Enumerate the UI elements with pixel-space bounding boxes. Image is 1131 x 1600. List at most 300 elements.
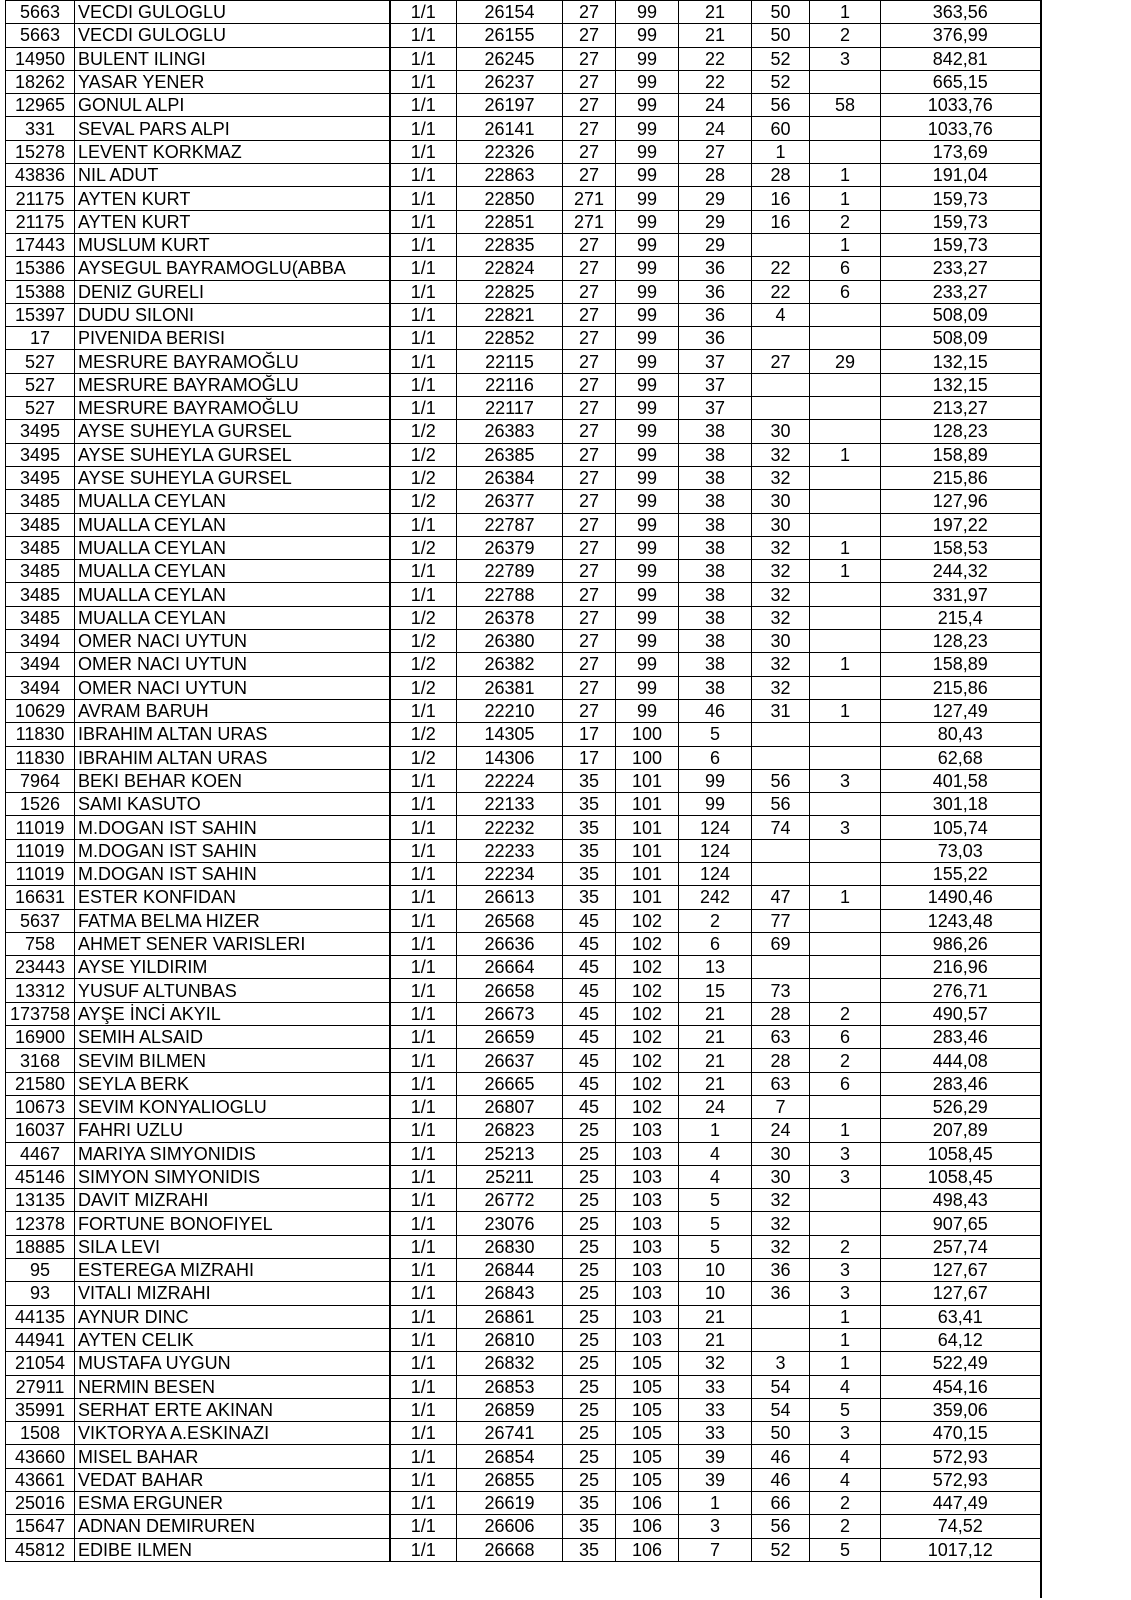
cell-col-d: 30 — [752, 1165, 810, 1188]
cell-col-a: 45 — [563, 1049, 616, 1072]
cell-owner-name: M.DOGAN IST SAHIN — [75, 839, 390, 862]
cell-col-e: 1 — [810, 233, 881, 256]
cell-col-d: 28 — [752, 1049, 810, 1072]
cell-col-a: 25 — [563, 1468, 616, 1491]
cell-share: 1/1 — [390, 886, 457, 909]
cell-col-c: 10 — [679, 1282, 752, 1305]
cell-col-a: 27 — [563, 47, 616, 70]
table-row — [6, 979, 1041, 1002]
cell-amount: 197,22 — [881, 513, 1041, 536]
cell-col-a: 27 — [563, 373, 616, 396]
cell-record-id: 4467 — [6, 1142, 75, 1165]
cell-col-e: 1 — [810, 164, 881, 187]
cell-col-b: 103 — [616, 1119, 679, 1142]
cell-record-id: 17443 — [6, 233, 75, 256]
cell-col-b: 99 — [616, 443, 679, 466]
cell-entry-number: 22115 — [457, 350, 563, 373]
cell-amount: 159,73 — [881, 233, 1041, 256]
cell-record-id: 527 — [6, 350, 75, 373]
cell-col-d: 77 — [752, 909, 810, 932]
cell-col-a: 27 — [563, 397, 616, 420]
cell-col-c: 46 — [679, 699, 752, 722]
cell-amount: 62,68 — [881, 746, 1041, 769]
cell-col-a: 35 — [563, 1492, 616, 1515]
cell-col-c: 39 — [679, 1445, 752, 1468]
cell-owner-name: SEYLA BERK — [75, 1072, 390, 1095]
cell-col-d: 28 — [752, 164, 810, 187]
cell-owner-name: MESRURE BAYRAMOĞLU — [75, 373, 390, 396]
cell-owner-name: MUALLA CEYLAN — [75, 490, 390, 513]
table-row — [6, 1538, 1041, 1561]
cell-col-c: 38 — [679, 490, 752, 513]
cell-record-id: 3485 — [6, 513, 75, 536]
table-row — [6, 257, 1041, 280]
cell-col-a: 27 — [563, 257, 616, 280]
cell-col-a: 25 — [563, 1445, 616, 1468]
cell-amount: 105,74 — [881, 816, 1041, 839]
cell-col-e: 1 — [810, 699, 881, 722]
cell-amount: 444,08 — [881, 1049, 1041, 1072]
cell-entry-number: 26613 — [457, 886, 563, 909]
cell-entry-number: 26853 — [457, 1375, 563, 1398]
cell-amount: 470,15 — [881, 1422, 1041, 1445]
cell-col-b: 103 — [616, 1282, 679, 1305]
cell-col-d: 16 — [752, 187, 810, 210]
cell-entry-number: 26832 — [457, 1352, 563, 1375]
cell-share: 1/1 — [390, 47, 457, 70]
cell-share: 1/1 — [390, 117, 457, 140]
cell-col-c: 5 — [679, 1212, 752, 1235]
cell-share: 1/1 — [390, 210, 457, 233]
table-row — [6, 1515, 1041, 1538]
cell-col-c: 124 — [679, 816, 752, 839]
cell-record-id: 43660 — [6, 1445, 75, 1468]
cell-col-d: 32 — [752, 676, 810, 699]
cell-record-id: 3494 — [6, 630, 75, 653]
cell-record-id: 11019 — [6, 862, 75, 885]
cell-amount: 233,27 — [881, 280, 1041, 303]
table-row — [6, 536, 1041, 559]
cell-col-c: 22 — [679, 47, 752, 70]
cell-entry-number: 26658 — [457, 979, 563, 1002]
cell-col-b: 101 — [616, 886, 679, 909]
cell-col-c: 33 — [679, 1398, 752, 1421]
cell-entry-number: 22852 — [457, 327, 563, 350]
cell-col-b: 99 — [616, 47, 679, 70]
cell-amount: 331,97 — [881, 583, 1041, 606]
cell-share: 1/1 — [390, 1422, 457, 1445]
cell-col-a: 27 — [563, 490, 616, 513]
cell-col-a: 25 — [563, 1165, 616, 1188]
cell-col-d: 54 — [752, 1398, 810, 1421]
cell-amount: 127,67 — [881, 1259, 1041, 1282]
cell-col-e — [810, 1095, 881, 1118]
cell-col-b: 102 — [616, 1072, 679, 1095]
cell-col-d: 22 — [752, 280, 810, 303]
cell-col-e — [810, 117, 881, 140]
cell-owner-name: ESTER KONFIDAN — [75, 886, 390, 909]
cell-record-id: 3495 — [6, 443, 75, 466]
cell-record-id: 21054 — [6, 1352, 75, 1375]
cell-share: 1/1 — [390, 280, 457, 303]
table-row — [6, 1468, 1041, 1491]
cell-col-d — [752, 956, 810, 979]
cell-col-b: 101 — [616, 862, 679, 885]
cell-share: 1/1 — [390, 793, 457, 816]
cell-col-e: 3 — [810, 47, 881, 70]
cell-col-d: 54 — [752, 1375, 810, 1398]
table-row — [6, 1072, 1041, 1095]
cell-col-c: 38 — [679, 513, 752, 536]
cell-amount: 490,57 — [881, 1002, 1041, 1025]
cell-col-b: 99 — [616, 606, 679, 629]
cell-col-b: 99 — [616, 140, 679, 163]
cell-amount: 128,23 — [881, 420, 1041, 443]
cell-col-d: 56 — [752, 769, 810, 792]
cell-col-c: 3 — [679, 1515, 752, 1538]
cell-record-id: 12965 — [6, 94, 75, 117]
cell-record-id: 11830 — [6, 746, 75, 769]
cell-col-d: 52 — [752, 1538, 810, 1561]
cell-share: 1/2 — [390, 630, 457, 653]
cell-amount: 842,81 — [881, 47, 1041, 70]
cell-entry-number: 26377 — [457, 490, 563, 513]
cell-col-b: 99 — [616, 513, 679, 536]
cell-col-c: 4 — [679, 1142, 752, 1165]
cell-col-b: 106 — [616, 1515, 679, 1538]
cell-amount: 159,73 — [881, 210, 1041, 233]
cell-record-id: 45812 — [6, 1538, 75, 1561]
cell-col-e: 5 — [810, 1538, 881, 1561]
cell-col-a: 25 — [563, 1375, 616, 1398]
cell-share: 1/1 — [390, 1072, 457, 1095]
cell-owner-name: OMER NACI UYTUN — [75, 676, 390, 699]
table-row — [6, 956, 1041, 979]
cell-col-c: 21 — [679, 1, 752, 24]
cell-col-c: 2 — [679, 909, 752, 932]
cell-record-id: 43661 — [6, 1468, 75, 1491]
cell-entry-number: 14306 — [457, 746, 563, 769]
cell-col-c: 21 — [679, 1305, 752, 1328]
table-row — [6, 560, 1041, 583]
table-row — [6, 816, 1041, 839]
cell-col-d: 30 — [752, 490, 810, 513]
cell-entry-number: 26378 — [457, 606, 563, 629]
cell-entry-number: 26568 — [457, 909, 563, 932]
cell-col-c: 21 — [679, 1072, 752, 1095]
cell-col-e — [810, 1212, 881, 1235]
cell-col-d — [752, 397, 810, 420]
cell-col-a: 27 — [563, 676, 616, 699]
cell-col-e — [810, 420, 881, 443]
cell-owner-name: NERMIN BESEN — [75, 1375, 390, 1398]
cell-col-c: 27 — [679, 140, 752, 163]
cell-amount: 63,41 — [881, 1305, 1041, 1328]
cell-col-e: 6 — [810, 1026, 881, 1049]
cell-col-a: 25 — [563, 1398, 616, 1421]
cell-col-d: 73 — [752, 979, 810, 1002]
cell-share: 1/2 — [390, 653, 457, 676]
cell-col-c: 21 — [679, 1328, 752, 1351]
cell-record-id: 27911 — [6, 1375, 75, 1398]
cell-share: 1/1 — [390, 373, 457, 396]
cell-amount: 128,23 — [881, 630, 1041, 653]
cell-share: 1/1 — [390, 24, 457, 47]
cell-col-b: 100 — [616, 746, 679, 769]
cell-record-id: 95 — [6, 1259, 75, 1282]
cell-col-c: 29 — [679, 233, 752, 256]
cell-col-c: 33 — [679, 1422, 752, 1445]
page-right-rule — [1040, 0, 1042, 1598]
cell-entry-number: 22117 — [457, 397, 563, 420]
cell-col-c: 29 — [679, 187, 752, 210]
cell-owner-name: AYSE SUHEYLA GURSEL — [75, 443, 390, 466]
cell-col-a: 27 — [563, 70, 616, 93]
cell-col-d — [752, 862, 810, 885]
cell-col-d: 3 — [752, 1352, 810, 1375]
cell-col-e: 1 — [810, 886, 881, 909]
cell-col-e: 2 — [810, 1049, 881, 1072]
cell-entry-number: 26665 — [457, 1072, 563, 1095]
cell-share: 1/1 — [390, 1189, 457, 1212]
table-row — [6, 1026, 1041, 1049]
cell-entry-number: 26245 — [457, 47, 563, 70]
cell-col-e — [810, 630, 881, 653]
table-row — [6, 909, 1041, 932]
cell-record-id: 3495 — [6, 420, 75, 443]
table-row — [6, 583, 1041, 606]
cell-col-b: 99 — [616, 280, 679, 303]
cell-owner-name: SEVIM BILMEN — [75, 1049, 390, 1072]
cell-record-id: 13312 — [6, 979, 75, 1002]
cell-col-b: 99 — [616, 303, 679, 326]
cell-col-c: 99 — [679, 769, 752, 792]
cell-entry-number: 26823 — [457, 1119, 563, 1142]
cell-col-e — [810, 466, 881, 489]
table-row — [6, 1165, 1041, 1188]
cell-col-e — [810, 676, 881, 699]
cell-amount: 363,56 — [881, 1, 1041, 24]
cell-share: 1/1 — [390, 350, 457, 373]
cell-record-id: 93 — [6, 1282, 75, 1305]
cell-amount: 127,67 — [881, 1282, 1041, 1305]
cell-share: 1/1 — [390, 909, 457, 932]
cell-col-a: 27 — [563, 560, 616, 583]
cell-record-id: 14950 — [6, 47, 75, 70]
cell-col-a: 45 — [563, 1002, 616, 1025]
cell-share: 1/1 — [390, 1, 457, 24]
cell-col-a: 27 — [563, 420, 616, 443]
cell-entry-number: 26636 — [457, 932, 563, 955]
cell-amount: 283,46 — [881, 1026, 1041, 1049]
cell-owner-name: MESRURE BAYRAMOĞLU — [75, 397, 390, 420]
cell-amount: 80,43 — [881, 723, 1041, 746]
cell-entry-number: 22863 — [457, 164, 563, 187]
cell-amount: 376,99 — [881, 24, 1041, 47]
cell-col-a: 35 — [563, 1538, 616, 1561]
cell-col-c: 5 — [679, 1189, 752, 1212]
cell-col-e: 3 — [810, 1422, 881, 1445]
cell-owner-name: MUALLA CEYLAN — [75, 583, 390, 606]
table-row — [6, 443, 1041, 466]
cell-share: 1/1 — [390, 513, 457, 536]
cell-share: 1/1 — [390, 303, 457, 326]
cell-col-a: 17 — [563, 723, 616, 746]
cell-share: 1/1 — [390, 1515, 457, 1538]
cell-col-e: 3 — [810, 816, 881, 839]
table-row — [6, 1422, 1041, 1445]
cell-col-b: 99 — [616, 210, 679, 233]
cell-col-c: 24 — [679, 1095, 752, 1118]
cell-col-c: 21 — [679, 24, 752, 47]
cell-entry-number: 26384 — [457, 466, 563, 489]
cell-col-c: 38 — [679, 653, 752, 676]
cell-col-e — [810, 490, 881, 513]
table-row — [6, 327, 1041, 350]
cell-owner-name: AYNUR DINC — [75, 1305, 390, 1328]
cell-owner-name: SERHAT ERTE AKINAN — [75, 1398, 390, 1421]
cell-owner-name: BEKI BEHAR KOEN — [75, 769, 390, 792]
cell-owner-name: DAVIT MIZRAHI — [75, 1189, 390, 1212]
cell-amount: 986,26 — [881, 932, 1041, 955]
table-row — [6, 24, 1041, 47]
cell-entry-number: 22234 — [457, 862, 563, 885]
cell-share: 1/1 — [390, 1212, 457, 1235]
cell-owner-name: VEDAT BAHAR — [75, 1468, 390, 1491]
cell-col-b: 99 — [616, 373, 679, 396]
cell-share: 1/2 — [390, 606, 457, 629]
cell-col-b: 105 — [616, 1352, 679, 1375]
cell-entry-number: 22850 — [457, 187, 563, 210]
table-row — [6, 303, 1041, 326]
cell-col-b: 106 — [616, 1538, 679, 1561]
cell-col-d — [752, 723, 810, 746]
cell-share: 1/1 — [390, 1375, 457, 1398]
cell-amount: 572,93 — [881, 1468, 1041, 1491]
cell-owner-name: MUALLA CEYLAN — [75, 606, 390, 629]
cell-record-id: 7964 — [6, 769, 75, 792]
cell-owner-name: BULENT ILINGI — [75, 47, 390, 70]
cell-col-e: 2 — [810, 1002, 881, 1025]
cell-col-d — [752, 233, 810, 256]
cell-share: 1/1 — [390, 140, 457, 163]
table-row — [6, 420, 1041, 443]
cell-share: 1/1 — [390, 1492, 457, 1515]
table-row — [6, 886, 1041, 909]
table-row — [6, 233, 1041, 256]
cell-amount: 1243,48 — [881, 909, 1041, 932]
cell-col-a: 45 — [563, 909, 616, 932]
cell-col-b: 99 — [616, 560, 679, 583]
cell-col-d: 50 — [752, 1, 810, 24]
cell-col-e — [810, 723, 881, 746]
cell-col-b: 102 — [616, 932, 679, 955]
cell-owner-name: NIL ADUT — [75, 164, 390, 187]
cell-col-c: 37 — [679, 350, 752, 373]
cell-owner-name: MISEL BAHAR — [75, 1445, 390, 1468]
cell-col-a: 25 — [563, 1328, 616, 1351]
cell-owner-name: M.DOGAN IST SAHIN — [75, 816, 390, 839]
cell-col-b: 103 — [616, 1142, 679, 1165]
cell-col-c: 10 — [679, 1259, 752, 1282]
cell-col-a: 27 — [563, 699, 616, 722]
cell-col-a: 45 — [563, 1095, 616, 1118]
cell-record-id: 16631 — [6, 886, 75, 909]
cell-amount: 215,86 — [881, 466, 1041, 489]
table-row — [6, 164, 1041, 187]
cell-col-d — [752, 839, 810, 862]
cell-col-b: 102 — [616, 1095, 679, 1118]
cell-col-e: 58 — [810, 94, 881, 117]
cell-owner-name: MUALLA CEYLAN — [75, 513, 390, 536]
cell-amount: 1033,76 — [881, 94, 1041, 117]
cell-share: 1/1 — [390, 397, 457, 420]
cell-record-id: 15397 — [6, 303, 75, 326]
cell-col-e: 6 — [810, 257, 881, 280]
cell-owner-name: ADNAN DEMIRUREN — [75, 1515, 390, 1538]
table-row — [6, 793, 1041, 816]
cell-col-d: 52 — [752, 70, 810, 93]
cell-col-d: 31 — [752, 699, 810, 722]
cell-share: 1/1 — [390, 1328, 457, 1351]
cell-amount: 64,12 — [881, 1328, 1041, 1351]
cell-col-c: 22 — [679, 70, 752, 93]
cell-col-e: 3 — [810, 1259, 881, 1282]
cell-col-b: 100 — [616, 723, 679, 746]
cell-col-e: 1 — [810, 1328, 881, 1351]
cell-col-b: 103 — [616, 1305, 679, 1328]
table-row — [6, 466, 1041, 489]
cell-col-c: 38 — [679, 583, 752, 606]
cell-col-c: 24 — [679, 117, 752, 140]
cell-entry-number: 26673 — [457, 1002, 563, 1025]
cell-col-d: 1 — [752, 140, 810, 163]
cell-entry-number: 22825 — [457, 280, 563, 303]
cell-col-e — [810, 1189, 881, 1212]
cell-entry-number: 23076 — [457, 1212, 563, 1235]
cell-share: 1/1 — [390, 1352, 457, 1375]
cell-entry-number: 26379 — [457, 536, 563, 559]
cell-share: 1/1 — [390, 257, 457, 280]
table-row — [6, 1002, 1041, 1025]
cell-share: 1/1 — [390, 1398, 457, 1421]
cell-col-c: 36 — [679, 303, 752, 326]
cell-record-id: 11019 — [6, 816, 75, 839]
table-row — [6, 1282, 1041, 1305]
cell-col-d: 27 — [752, 350, 810, 373]
cell-col-b: 105 — [616, 1445, 679, 1468]
cell-col-d: 32 — [752, 1212, 810, 1235]
cell-col-e — [810, 839, 881, 862]
cell-col-c: 4 — [679, 1165, 752, 1188]
cell-col-a: 35 — [563, 1515, 616, 1538]
table-row — [6, 397, 1041, 420]
table-row — [6, 676, 1041, 699]
cell-col-b: 99 — [616, 187, 679, 210]
table-row — [6, 1235, 1041, 1258]
cell-amount: 132,15 — [881, 350, 1041, 373]
table-row — [6, 653, 1041, 676]
cell-col-b: 99 — [616, 466, 679, 489]
cell-share: 1/1 — [390, 699, 457, 722]
cell-owner-name: AYSE SUHEYLA GURSEL — [75, 466, 390, 489]
cell-col-d: 16 — [752, 210, 810, 233]
cell-entry-number: 26385 — [457, 443, 563, 466]
cell-entry-number: 26155 — [457, 24, 563, 47]
cell-entry-number: 26844 — [457, 1259, 563, 1282]
cell-record-id: 12378 — [6, 1212, 75, 1235]
cell-col-e — [810, 793, 881, 816]
